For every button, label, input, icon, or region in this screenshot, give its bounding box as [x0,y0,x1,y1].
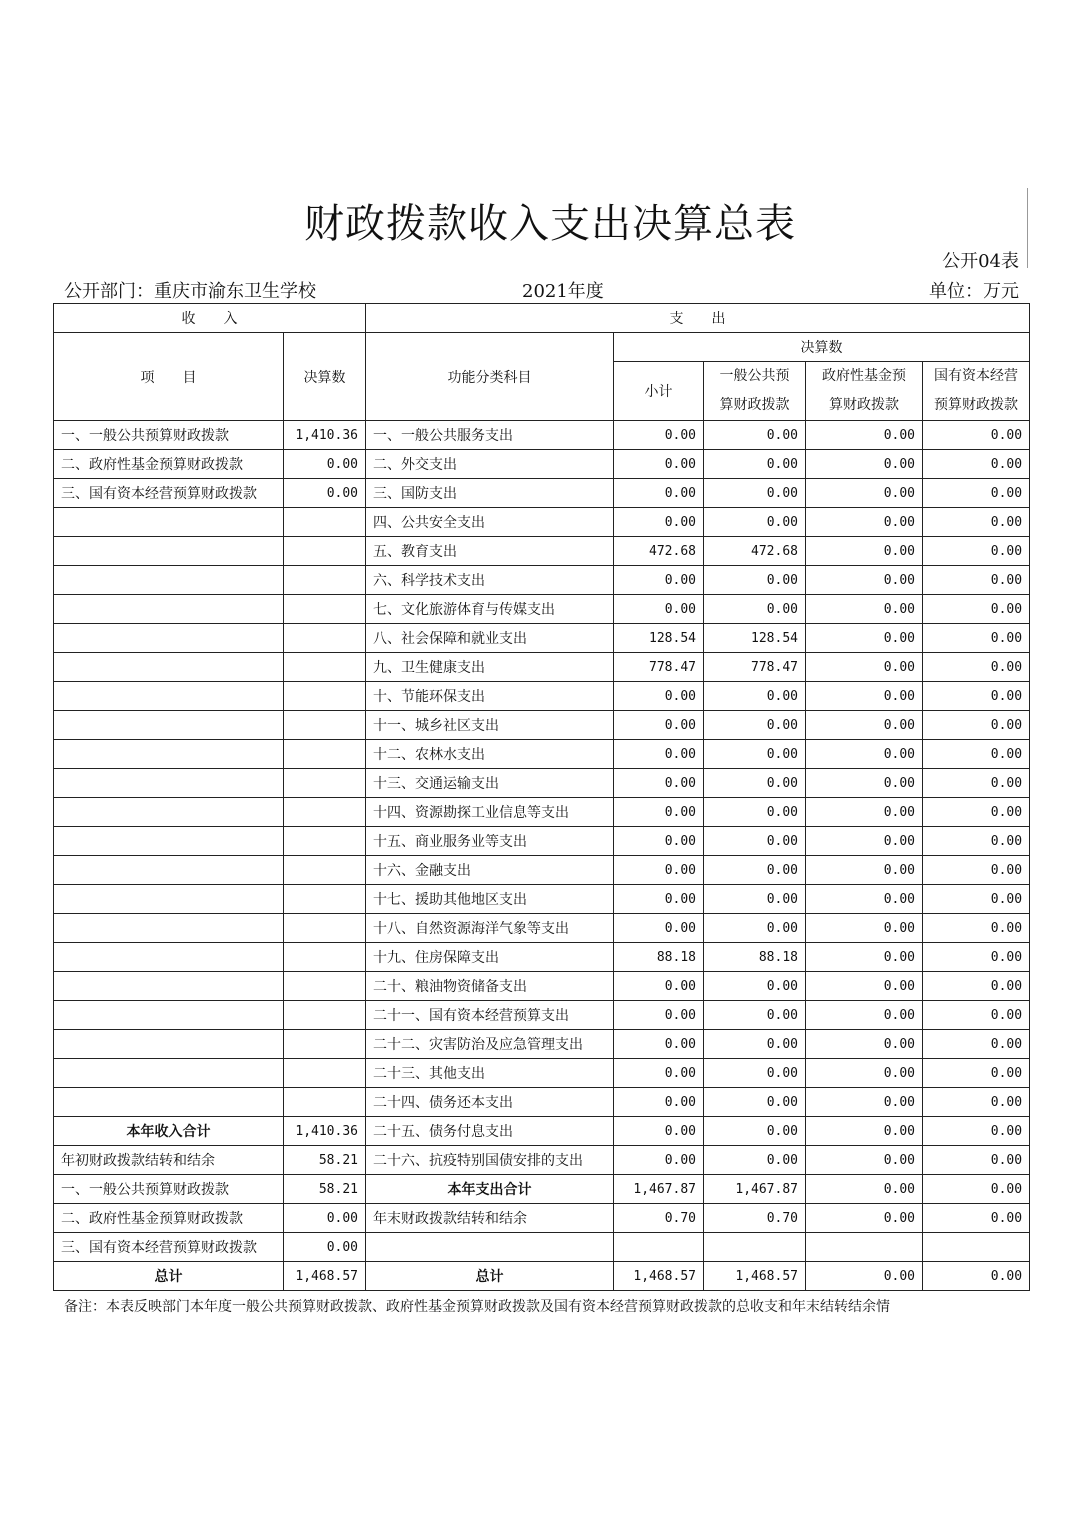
gov-fund-cell: 0.00 [806,827,923,856]
subtotal-cell [614,1233,704,1262]
function-item-cell: 十一、城乡社区支出 [366,711,614,740]
gov-fund-cell: 0.00 [806,1262,923,1291]
budget-table [53,303,1030,1291]
function-item-cell: 十八、自然资源海洋气象等支出 [366,914,614,943]
soe-budget-cell: 0.00 [923,682,1030,711]
table-row [54,740,1030,769]
table-row [54,1204,1030,1233]
income-item-cell: 二、政府性基金预算财政拨款 [54,1204,284,1233]
gov-fund-header [806,362,923,421]
subtotal-cell: 0.00 [614,566,704,595]
income-item-cell [54,682,284,711]
general-budget-cell: 0.00 [704,885,806,914]
general-header-l1: 一般公共预 [719,368,790,384]
soe-budget-cell: 0.00 [923,827,1030,856]
income-item-cell: 本年收入合计 [54,1117,284,1146]
subtotal-cell: 88.18 [614,943,704,972]
subtotal-cell: 0.00 [614,972,704,1001]
subtotal-cell: 0.00 [614,1030,704,1059]
income-item-cell: 年初财政拨款结转和结余 [54,1146,284,1175]
income-item-cell [54,1088,284,1117]
income-amount-cell [284,943,366,972]
soe-budget-cell: 0.00 [923,595,1030,624]
gov-fund-cell: 0.00 [806,421,923,450]
table-row [54,798,1030,827]
general-budget-cell: 0.00 [704,1117,806,1146]
income-amount-cell [284,537,366,566]
table-row [54,1146,1030,1175]
income-item-cell: 三、国有资本经营预算财政拨款 [54,479,284,508]
table-row [54,479,1030,508]
table-row [54,566,1030,595]
income-amount-cell [284,827,366,856]
gov-fund-cell: 0.00 [806,1059,923,1088]
income-amount-cell [284,711,366,740]
subtotal-cell: 0.00 [614,421,704,450]
subtotal-cell: 0.00 [614,1146,704,1175]
soe-budget-cell: 0.00 [923,508,1030,537]
function-item-cell: 三、国防支出 [366,479,614,508]
gov-fund-cell: 0.00 [806,1175,923,1204]
table-row [54,769,1030,798]
soe-budget-cell: 0.00 [923,885,1030,914]
gov-fund-cell: 0.00 [806,914,923,943]
subtotal-cell: 0.00 [614,885,704,914]
table-row [54,1059,1030,1088]
table-row [54,1233,1030,1262]
income-item-cell [54,914,284,943]
income-amount-cell [284,972,366,1001]
gov-fund-cell: 0.00 [806,1001,923,1030]
gov-fund-cell: 0.00 [806,1088,923,1117]
subtotal-cell: 0.00 [614,740,704,769]
income-item-cell [54,856,284,885]
general-budget-cell: 0.00 [704,856,806,885]
general-budget-cell: 0.00 [704,1001,806,1030]
subtotal-cell: 472.68 [614,537,704,566]
gov-fund-cell [806,1233,923,1262]
page-title: 财政拨款收入支出决算总表 [304,201,796,247]
general-budget-cell: 88.18 [704,943,806,972]
final-header: 决算数 [614,333,1030,362]
function-item-cell: 二十一、国有资本经营预算支出 [366,1001,614,1030]
item-header: 项 目 [54,333,284,421]
subtotal-cell: 0.00 [614,450,704,479]
income-amount-cell [284,769,366,798]
income-amount-cell: 0.00 [284,1204,366,1233]
gov-fund-cell: 0.00 [806,885,923,914]
soe-budget-cell: 0.00 [923,914,1030,943]
income-amount-cell: 1,410.36 [284,421,366,450]
function-item-cell: 十、节能环保支出 [366,682,614,711]
gov-fund-cell: 0.00 [806,653,923,682]
income-item-cell [54,508,284,537]
general-budget-cell: 0.70 [704,1204,806,1233]
general-budget-cell: 0.00 [704,972,806,1001]
general-budget-cell: 0.00 [704,682,806,711]
function-item-cell: 二十四、债务还本支出 [366,1088,614,1117]
function-item-cell: 四、公共安全支出 [366,508,614,537]
subtotal-cell: 0.70 [614,1204,704,1233]
form-number: 公开04表 [942,251,1019,272]
subtotal-cell: 0.00 [614,856,704,885]
function-item-cell: 十五、商业服务业等支出 [366,827,614,856]
function-item-cell: 一、一般公共服务支出 [366,421,614,450]
table-row [54,1117,1030,1146]
soe-header-l2: 预算财政拨款 [934,397,1019,413]
income-amount-cell: 0.00 [284,479,366,508]
subtotal-cell: 0.00 [614,595,704,624]
subtotal-cell: 1,467.87 [614,1175,704,1204]
function-item-cell: 二十五、债务付息支出 [366,1117,614,1146]
income-item-cell: 一、一般公共预算财政拨款 [54,1175,284,1204]
table-row [54,1001,1030,1030]
soe-budget-cell: 0.00 [923,653,1030,682]
function-item-cell: 十七、援助其他地区支出 [366,885,614,914]
soe-budget-cell: 0.00 [923,1262,1030,1291]
income-amount-cell [284,856,366,885]
income-amount-cell [284,508,366,537]
soe-budget-cell: 0.00 [923,798,1030,827]
gov-fund-header-l2: 算财政拨款 [829,397,899,413]
income-item-cell [54,972,284,1001]
soe-budget-cell: 0.00 [923,1146,1030,1175]
function-item-cell: 十四、资源勘探工业信息等支出 [366,798,614,827]
function-item-cell: 十二、农林水支出 [366,740,614,769]
income-amount-cell: 1,468.57 [284,1262,366,1291]
income-amount-cell [284,595,366,624]
unit-label: 单位：万元 [929,281,1019,302]
gov-fund-cell: 0.00 [806,1030,923,1059]
gov-fund-cell: 0.00 [806,508,923,537]
income-item-cell [54,537,284,566]
table-row [54,1262,1030,1291]
gov-fund-cell: 0.00 [806,624,923,653]
income-item-cell [54,740,284,769]
table-row [54,421,1030,450]
income-amount-cell [284,914,366,943]
table-row [54,943,1030,972]
general-header [704,362,806,421]
table-row [54,914,1030,943]
income-item-cell [54,943,284,972]
subtotal-cell: 0.00 [614,827,704,856]
general-budget-cell: 0.00 [704,711,806,740]
subtotal-cell: 0.00 [614,1059,704,1088]
general-budget-cell: 0.00 [704,566,806,595]
income-amount-cell [284,740,366,769]
gov-fund-cell: 0.00 [806,972,923,1001]
table-row [54,1030,1030,1059]
general-budget-cell: 0.00 [704,421,806,450]
function-item-cell: 八、社会保障和就业支出 [366,624,614,653]
income-amount-cell [284,566,366,595]
function-item-cell: 六、科学技术支出 [366,566,614,595]
soe-header-l1: 国有资本经营 [934,368,1019,384]
income-amount-cell: 0.00 [284,450,366,479]
income-item-cell: 二、政府性基金预算财政拨款 [54,450,284,479]
income-amount-cell [284,798,366,827]
function-item-cell: 十九、住房保障支出 [366,943,614,972]
table-row [54,508,1030,537]
subtotal-cell: 0.00 [614,798,704,827]
amount-header: 决算数 [284,333,366,421]
income-item-cell [54,653,284,682]
subtotal-cell: 0.00 [614,508,704,537]
general-budget-cell: 0.00 [704,1146,806,1175]
income-amount-cell [284,624,366,653]
gov-fund-cell: 0.00 [806,943,923,972]
soe-budget-cell: 0.00 [923,479,1030,508]
income-item-cell [54,566,284,595]
gov-fund-header-l1: 政府性基金预 [822,368,906,384]
function-item-cell: 五、教育支出 [366,537,614,566]
soe-budget-cell: 0.00 [923,856,1030,885]
gov-fund-cell: 0.00 [806,1146,923,1175]
function-item-cell: 十三、交通运输支出 [366,769,614,798]
general-budget-cell: 0.00 [704,827,806,856]
income-item-cell [54,595,284,624]
general-budget-cell: 0.00 [704,1030,806,1059]
function-item-cell: 二十、粮油物资储备支出 [366,972,614,1001]
soe-budget-cell: 0.00 [923,1117,1030,1146]
subtotal-cell: 128.54 [614,624,704,653]
gov-fund-cell: 0.00 [806,769,923,798]
soe-budget-cell: 0.00 [923,1059,1030,1088]
income-item-cell [54,1059,284,1088]
function-item-cell: 本年支出合计 [366,1175,614,1204]
gov-fund-cell: 0.00 [806,682,923,711]
income-amount-cell: 58.21 [284,1175,366,1204]
gov-fund-cell: 0.00 [806,537,923,566]
table-row [54,595,1030,624]
subtotal-cell: 0.00 [614,682,704,711]
soe-budget-cell: 0.00 [923,769,1030,798]
soe-budget-cell: 0.00 [923,740,1030,769]
gov-fund-cell: 0.00 [806,595,923,624]
gov-fund-cell: 0.00 [806,1204,923,1233]
general-budget-cell: 778.47 [704,653,806,682]
gov-fund-cell: 0.00 [806,450,923,479]
general-budget-cell: 0.00 [704,740,806,769]
soe-budget-cell: 0.00 [923,1175,1030,1204]
function-item-cell: 九、卫生健康支出 [366,653,614,682]
income-header: 收 入 [54,304,366,333]
fiscal-year: 2021年度 [522,281,604,302]
table-row [54,856,1030,885]
income-item-cell: 一、一般公共预算财政拨款 [54,421,284,450]
income-item-cell [54,827,284,856]
soe-budget-cell: 0.00 [923,1030,1030,1059]
gov-fund-cell: 0.00 [806,798,923,827]
table-row [54,624,1030,653]
table-row [54,1175,1030,1204]
function-item-cell: 二十六、抗疫特别国债安排的支出 [366,1146,614,1175]
subtotal-cell: 0.00 [614,1001,704,1030]
income-amount-cell [284,682,366,711]
table-row [54,885,1030,914]
table-row [54,537,1030,566]
general-budget-cell: 472.68 [704,537,806,566]
gov-fund-cell: 0.00 [806,740,923,769]
general-budget-cell: 0.00 [704,479,806,508]
general-budget-cell: 128.54 [704,624,806,653]
table-row [54,1088,1030,1117]
gov-fund-cell: 0.00 [806,479,923,508]
function-item-cell: 二、外交支出 [366,450,614,479]
soe-budget-cell: 0.00 [923,537,1030,566]
general-budget-cell: 0.00 [704,508,806,537]
income-item-cell: 总计 [54,1262,284,1291]
income-amount-cell [284,653,366,682]
income-amount-cell: 58.21 [284,1146,366,1175]
subtotal-cell: 0.00 [614,769,704,798]
subtotal-cell: 0.00 [614,711,704,740]
table-row [54,827,1030,856]
gov-fund-cell: 0.00 [806,856,923,885]
income-item-cell [54,624,284,653]
soe-budget-cell: 0.00 [923,1088,1030,1117]
income-amount-cell [284,1088,366,1117]
soe-budget-cell: 0.00 [923,1001,1030,1030]
soe-budget-cell: 0.00 [923,624,1030,653]
table-row [54,653,1030,682]
expense-header: 支 出 [366,304,1030,333]
general-budget-cell: 0.00 [704,914,806,943]
income-item-cell: 三、国有资本经营预算财政拨款 [54,1233,284,1262]
soe-budget-cell: 0.00 [923,421,1030,450]
income-item-cell [54,711,284,740]
function-item-cell: 总计 [366,1262,614,1291]
general-budget-cell: 0.00 [704,1088,806,1117]
table-row [54,682,1030,711]
subtotal-cell: 0.00 [614,914,704,943]
department-label: 公开部门：重庆市渝东卫生学校 [64,281,316,302]
function-item-cell: 七、文化旅游体育与传媒支出 [366,595,614,624]
table-row [54,711,1030,740]
income-amount-cell: 1,410.36 [284,1117,366,1146]
gov-fund-cell: 0.00 [806,711,923,740]
soe-header [923,362,1030,421]
subtotal-cell: 0.00 [614,479,704,508]
soe-budget-cell: 0.00 [923,1204,1030,1233]
function-item-cell: 年末财政拨款结转和结余 [366,1204,614,1233]
soe-budget-cell: 0.00 [923,566,1030,595]
soe-budget-cell: 0.00 [923,972,1030,1001]
income-item-cell [54,798,284,827]
general-budget-cell: 0.00 [704,798,806,827]
subtotal-cell: 1,468.57 [614,1262,704,1291]
soe-budget-cell: 0.00 [923,711,1030,740]
table-row [54,972,1030,1001]
income-amount-cell [284,1059,366,1088]
income-item-cell [54,1030,284,1059]
function-item-cell: 二十三、其他支出 [366,1059,614,1088]
general-budget-cell: 0.00 [704,769,806,798]
soe-budget-cell: 0.00 [923,450,1030,479]
subtotal-cell: 0.00 [614,1088,704,1117]
general-header-l2: 算财政拨款 [719,397,790,413]
subtotal-cell: 778.47 [614,653,704,682]
general-budget-cell: 0.00 [704,595,806,624]
income-amount-cell [284,885,366,914]
income-item-cell [54,769,284,798]
income-item-cell [54,885,284,914]
function-item-cell: 二十二、灾害防治及应急管理支出 [366,1030,614,1059]
soe-budget-cell: 0.00 [923,943,1030,972]
soe-budget-cell [923,1233,1030,1262]
footnote: 备注：本表反映部门本年度一般公共预算财政拨款、政府性基金预算财政拨款及国有资本经营预算财政拨款的总收支和年末结转结余情 [64,1299,890,1315]
general-budget-cell: 1,467.87 [704,1175,806,1204]
income-item-cell [54,1001,284,1030]
income-amount-cell [284,1030,366,1059]
general-budget-cell: 1,468.57 [704,1262,806,1291]
general-budget-cell [704,1233,806,1262]
income-amount-cell: 0.00 [284,1233,366,1262]
gov-fund-cell: 0.00 [806,1117,923,1146]
function-item-cell: 十六、金融支出 [366,856,614,885]
func-header: 功能分类科目 [366,333,614,421]
table-row [54,450,1030,479]
general-budget-cell: 0.00 [704,450,806,479]
subtotal-cell: 0.00 [614,1117,704,1146]
income-amount-cell [284,1001,366,1030]
function-item-cell [366,1233,614,1262]
general-budget-cell: 0.00 [704,1059,806,1088]
subtotal-header: 小计 [614,362,704,421]
gov-fund-cell: 0.00 [806,566,923,595]
